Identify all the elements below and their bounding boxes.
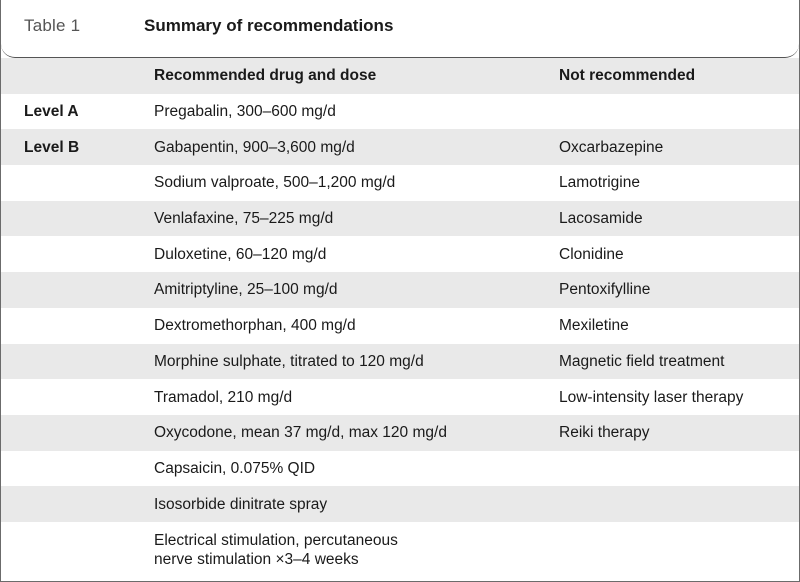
not-recommended-cell: Oxcarbazepine [559, 138, 664, 156]
recommended-cell: Dextromethorphan, 400 mg/d [154, 317, 356, 335]
recommended-cell: Gabapentin, 900–3,600 mg/d [154, 138, 355, 156]
table-title: Summary of recommendations [144, 16, 394, 35]
recommended-cell: Capsaicin, 0.075% QID [154, 459, 316, 477]
level-cell [24, 272, 144, 308]
table-row [1, 522, 799, 578]
not-recommended-cell: Mexiletine [559, 317, 629, 335]
recommended-cell: Pregabalin, 300–600 mg/d [154, 103, 336, 121]
table-label: Table 1 [24, 16, 81, 35]
table-row [1, 236, 799, 272]
table-row [1, 129, 799, 165]
level-cell [24, 344, 144, 380]
level-cell [24, 236, 144, 272]
table-row [1, 201, 799, 237]
table-row [1, 415, 799, 451]
table-row [1, 486, 799, 522]
recommended-cell: Oxycodone, mean 37 mg/d, max 120 mg/d [154, 424, 447, 442]
not-recommended-cell [559, 94, 794, 130]
not-recommended-cell: Clonidine [559, 245, 624, 263]
table-row [1, 344, 799, 380]
not-recommended-cell [559, 522, 794, 578]
level-cell [24, 522, 144, 578]
column-header-recommended: Recommended drug and dose [154, 67, 377, 85]
not-recommended-cell: Low-intensity laser therapy [559, 388, 744, 406]
recommended-cell: Venlafaxine, 75–225 mg/d [154, 210, 334, 228]
table-row [1, 272, 799, 308]
recommended-cell: Sodium valproate, 500–1,200 mg/d [154, 174, 396, 192]
level-cell [24, 486, 144, 522]
not-recommended-cell: Magnetic field treatment [559, 352, 725, 370]
table-row [1, 94, 799, 130]
level-cell: Level A [24, 103, 79, 121]
not-recommended-cell [559, 486, 794, 522]
recommended-cell: Morphine sulphate, titrated to 120 mg/d [154, 352, 424, 370]
level-cell [24, 201, 144, 237]
level-cell [24, 379, 144, 415]
table-header [1, 0, 799, 58]
recommended-cell: Electrical stimulation, percutaneous nerve stimulation ×3–4 weeks [154, 531, 398, 568]
level-cell [24, 165, 144, 201]
recommended-cell: Duloxetine, 60–120 mg/d [154, 245, 327, 263]
not-recommended-cell: Reiki therapy [559, 424, 650, 442]
recommended-cell: Tramadol, 210 mg/d [154, 388, 293, 406]
level-cell [24, 308, 144, 344]
not-recommended-cell [559, 451, 794, 487]
recommended-cell: Isosorbide dinitrate spray [154, 495, 328, 513]
table-row [1, 379, 799, 415]
table-row [1, 308, 799, 344]
recommendations-table [1, 58, 799, 578]
not-recommended-cell: Pentoxifylline [559, 281, 651, 299]
level-cell [24, 415, 144, 451]
not-recommended-cell: Lacosamide [559, 210, 643, 228]
table-row [1, 451, 799, 487]
column-header-not-recommended: Not recommended [559, 67, 696, 85]
column-header-row [1, 58, 799, 94]
level-cell: Level B [24, 138, 80, 156]
column-header-level [24, 58, 144, 94]
level-cell [24, 451, 144, 487]
recommended-cell: Amitriptyline, 25–100 mg/d [154, 281, 338, 299]
not-recommended-cell: Lamotrigine [559, 174, 640, 192]
table-row [1, 165, 799, 201]
